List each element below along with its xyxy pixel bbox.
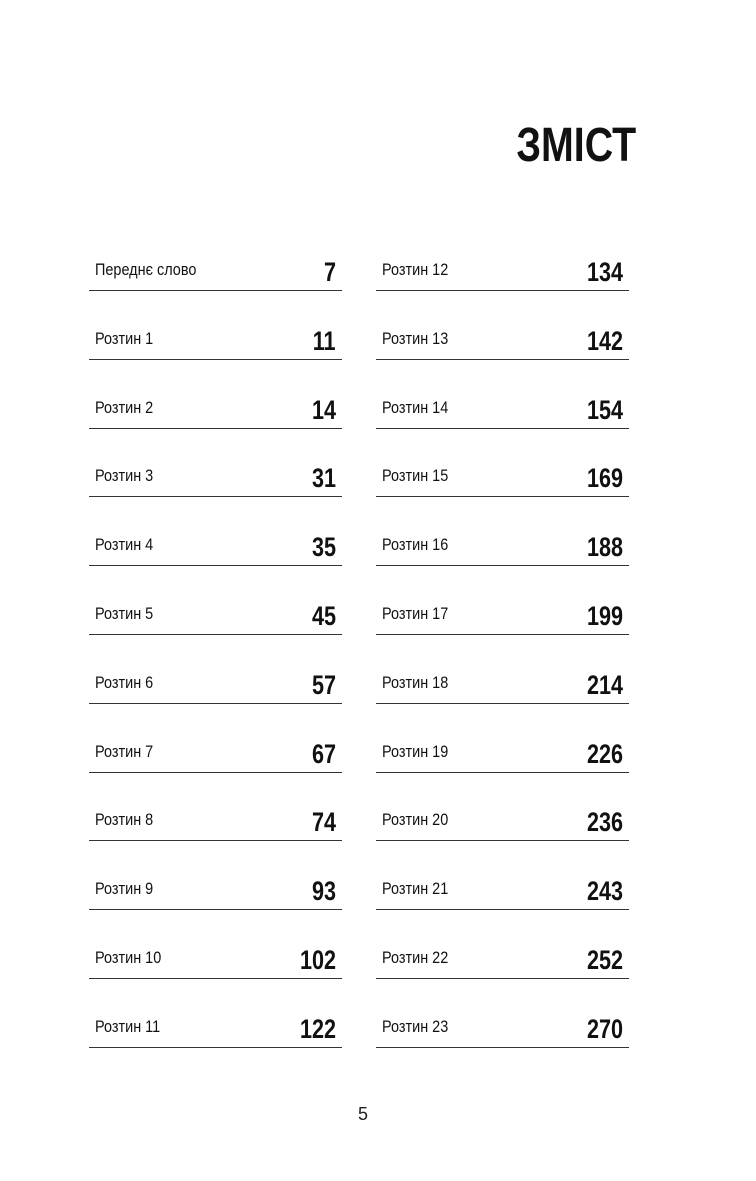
toc-row-rule — [376, 663, 629, 704]
toc-entry-page: 14 — [311, 394, 336, 425]
toc-row-rule — [89, 456, 342, 497]
toc-row-rule — [376, 525, 629, 566]
toc-row-rule — [376, 388, 629, 429]
toc-entry-label: Розтин 2 — [95, 397, 154, 417]
toc-entry-page: 142 — [586, 325, 623, 356]
toc-entry[interactable] — [89, 525, 342, 594]
toc-entry[interactable] — [89, 800, 342, 869]
toc-entry[interactable] — [376, 319, 629, 388]
toc-entry-label: Розтин 1 — [95, 328, 154, 348]
toc-entry-label: Розтин 15 — [382, 466, 449, 486]
toc-entry[interactable] — [89, 250, 342, 319]
toc-entry-label: Розтин 17 — [382, 603, 449, 623]
toc-entry-label: Розтин 20 — [382, 810, 449, 830]
toc-row-rule — [89, 800, 342, 841]
toc-entry[interactable] — [376, 594, 629, 663]
toc-entry-page: 11 — [313, 325, 336, 356]
toc-right-column — [376, 250, 629, 1076]
toc-entry[interactable] — [376, 525, 629, 594]
toc-entry-label: Розтин 21 — [382, 879, 449, 899]
toc-entry[interactable] — [376, 663, 629, 732]
toc-entry-label: Розтин 13 — [382, 328, 449, 348]
toc-entry[interactable] — [89, 663, 342, 732]
toc-row-rule — [89, 1007, 342, 1048]
toc-row-rule — [89, 663, 342, 704]
toc-entry[interactable] — [89, 456, 342, 525]
toc-entry-label: Розтин 11 — [95, 1016, 161, 1036]
toc-entry-label: Переднє слово — [95, 260, 197, 279]
toc-entry-page: 93 — [311, 876, 336, 907]
toc-entry-page: 122 — [299, 1013, 336, 1044]
toc-row-rule — [89, 938, 342, 979]
toc-entry[interactable] — [89, 388, 342, 457]
toc-left-column — [89, 250, 342, 1076]
toc-entry[interactable] — [376, 1007, 629, 1076]
toc-row-rule — [376, 732, 629, 773]
toc-entry-page: 214 — [586, 669, 623, 700]
toc-entry-page: 35 — [311, 532, 336, 563]
toc-entry-label: Розтин 7 — [95, 741, 154, 761]
toc-row-rule — [89, 525, 342, 566]
toc-entry-page: 7 — [323, 257, 336, 287]
toc-entry[interactable] — [376, 869, 629, 938]
toc-row-rule — [376, 938, 629, 979]
toc-entry-label: Розтин 10 — [95, 947, 162, 967]
toc-entry[interactable] — [376, 250, 629, 319]
toc-row-rule — [89, 319, 342, 360]
toc-entry[interactable] — [376, 800, 629, 869]
toc-row-rule — [89, 250, 342, 291]
toc-entry-page: 74 — [311, 807, 336, 838]
toc-entry[interactable] — [89, 1007, 342, 1076]
toc-entry-page: 243 — [586, 876, 623, 907]
toc-entry-label: Розтин 3 — [95, 466, 154, 486]
toc-entry-page: 102 — [299, 944, 336, 975]
toc-entry[interactable] — [376, 732, 629, 801]
toc-row-rule — [376, 456, 629, 497]
toc-entry[interactable] — [89, 732, 342, 801]
toc-entry-page: 188 — [586, 532, 623, 563]
toc-entry[interactable] — [89, 594, 342, 663]
toc-row-rule — [376, 594, 629, 635]
toc-entry[interactable] — [89, 938, 342, 1007]
toc-entry-label: Розтин 22 — [382, 947, 449, 967]
page-title: ЗМІСТ — [516, 119, 636, 172]
page-footer — [0, 1104, 756, 1125]
toc-entry-page: 252 — [586, 944, 623, 975]
toc-row-rule — [376, 319, 629, 360]
toc-entry[interactable] — [376, 456, 629, 525]
toc-entry-page: 45 — [311, 600, 336, 631]
toc-entry-page: 169 — [586, 463, 623, 494]
toc-entry-label: Розтин 16 — [382, 535, 449, 555]
toc-entry-page: 67 — [311, 738, 336, 769]
toc-row-rule — [376, 800, 629, 841]
toc-entry-page: 236 — [586, 807, 623, 838]
toc-row-rule — [89, 388, 342, 429]
toc-entry-page: 31 — [311, 463, 336, 494]
toc-entry-label: Розтин 9 — [95, 879, 154, 899]
page-number: 5 — [357, 1104, 368, 1124]
toc-entry[interactable] — [376, 938, 629, 1007]
toc-row-rule — [376, 250, 629, 291]
toc-row-rule — [376, 869, 629, 910]
toc-row-rule — [89, 594, 342, 635]
toc-entry-page: 270 — [586, 1013, 623, 1044]
toc-entry-label: Розтин 14 — [382, 397, 449, 417]
toc-entry[interactable] — [89, 319, 342, 388]
toc-entry-label: Розтин 19 — [382, 741, 449, 761]
toc-entry-page: 226 — [586, 738, 623, 769]
toc-entry-label: Розтин 5 — [95, 603, 154, 623]
toc-row-rule — [89, 869, 342, 910]
toc-entry-label: Розтин 18 — [382, 672, 449, 692]
toc-entry[interactable] — [89, 869, 342, 938]
toc-row-rule — [89, 732, 342, 773]
toc-entry-page: 154 — [586, 394, 623, 425]
toc-entry-page: 57 — [311, 669, 336, 700]
toc-entry[interactable] — [376, 388, 629, 457]
toc-row-rule — [376, 1007, 629, 1048]
toc-entry-label: Розтин 8 — [95, 810, 154, 830]
toc-entry-page: 134 — [586, 257, 623, 287]
toc-entry-page: 199 — [586, 600, 623, 631]
toc-entry-label: Розтин 23 — [382, 1016, 449, 1036]
toc-entry-label: Розтин 6 — [95, 672, 154, 692]
toc-entry-label: Розтин 12 — [382, 260, 449, 279]
toc-entry-label: Розтин 4 — [95, 535, 154, 555]
